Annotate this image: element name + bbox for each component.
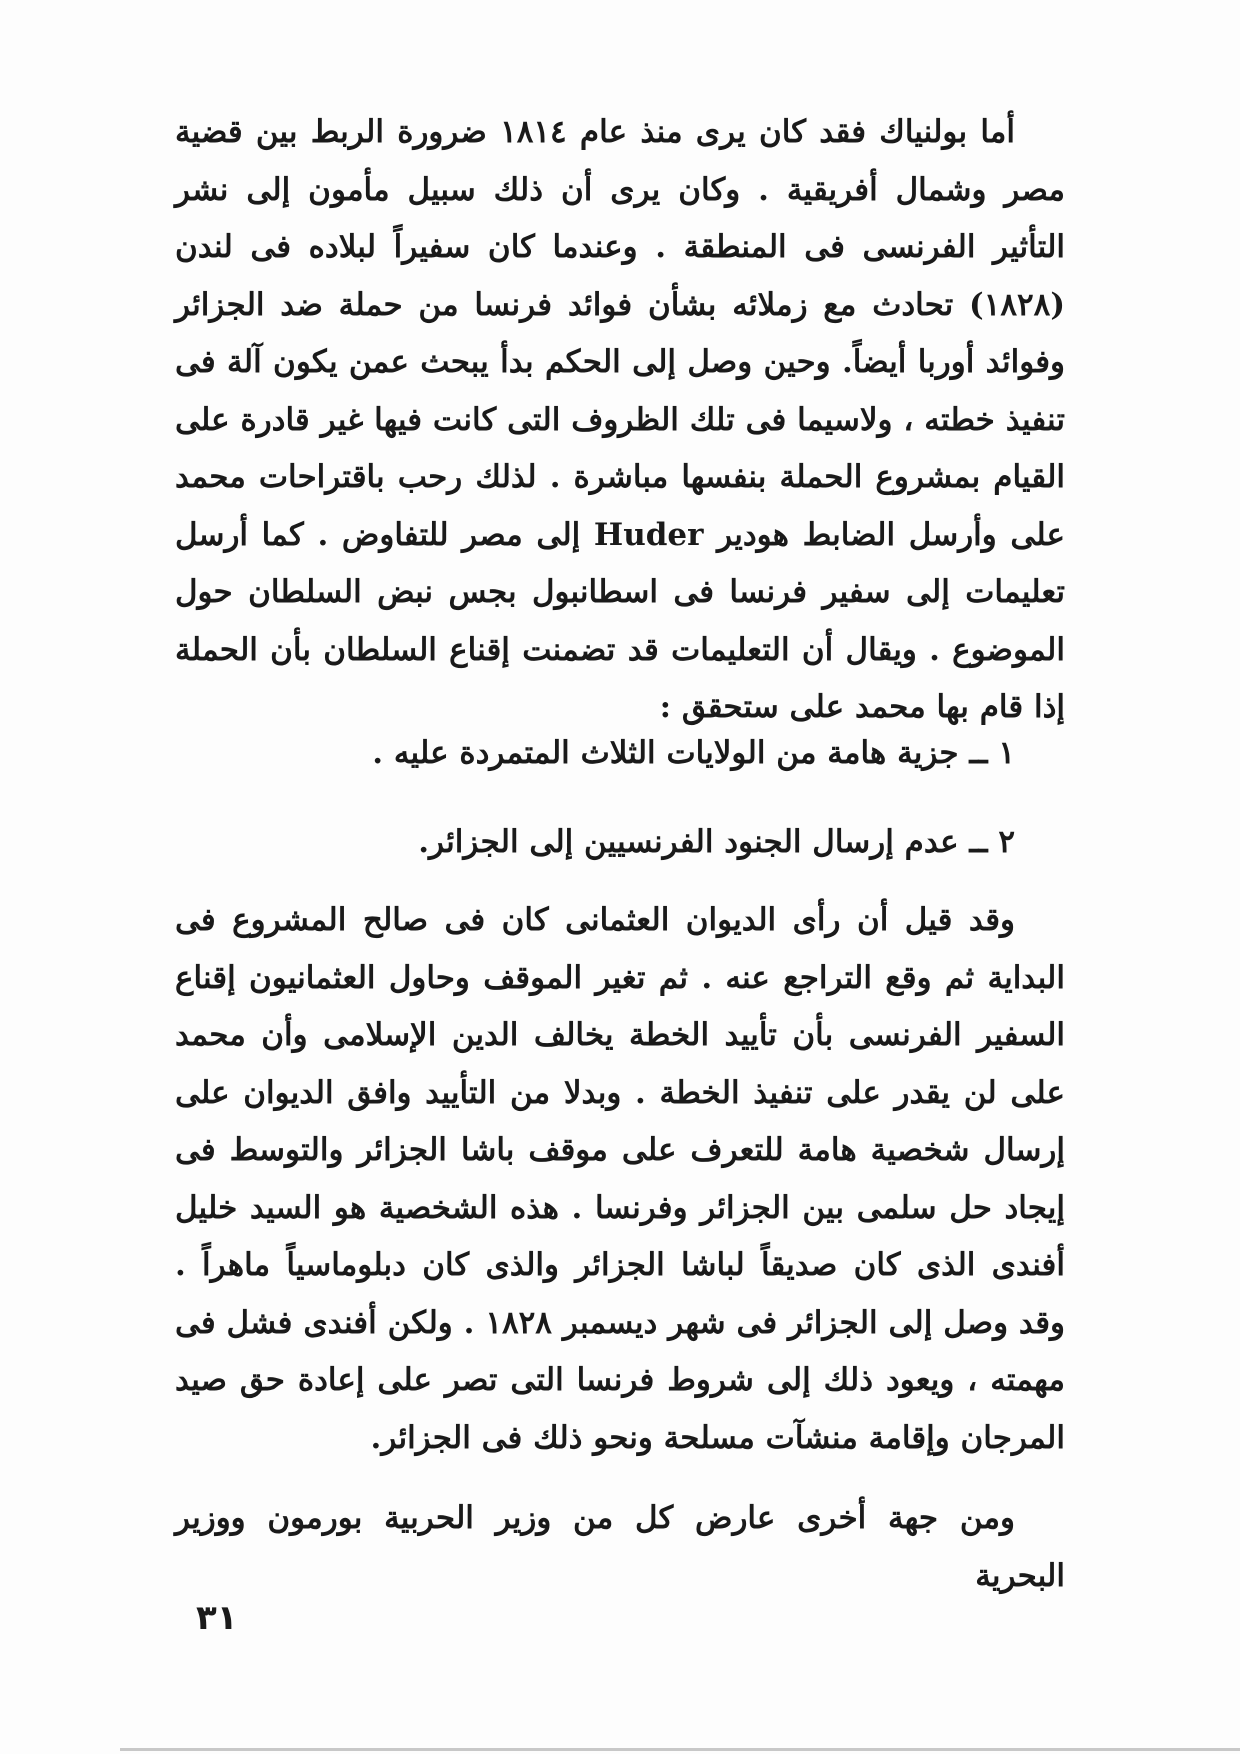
page-number: ٣١ [196,1598,238,1638]
paragraph-1: أما بولنياك فقد كان يرى منذ عام ١٨١٤ ضرورة الربط بين قضية مصر وشمال أفريقية . وكان يرى أن ذلك سبيل مأمون إلى نشر التأثير الفرنسى فى المنطقة . وعندما كان سفيراً لبلاده فى لندن (١٨٢٨) تحادث مع زملائه بشأن فوائد فرنسا من حملة ضد الجزائر وفوائد أوربا أيضاً. وحين وصل إلى الحكم بدأ يبحث عمن يكون آلة فى تنفيذ خطته ، ولاسيما فى تلك الظروف التى كانت فيها غير قادرة على القيام بمشروع الحملة بنفسها مباشرة . لذلك رحب باقتراحات محمد على وأرسل الضابط هودير Huder إلى مصر للتفاوض . كما أرسل تعليمات إلى سفير فرنسا فى اسطانبول بجس نبض السلطان حول الموضوع . ويقال أن التعليمات قد تضمنت إقناع السلطان بأن الحملة إذا قام بها محمد على ستحقق : [175,114,1066,725]
list-item-2: ٢ ــ عدم إرسال الجنود الفرنسيين إلى الجزائر. [418,824,1015,860]
list-item-1: ١ ــ جزية هامة من الولايات الثلاث المتمردة عليه . [372,735,1015,771]
paragraph-2: وقد قيل أن رأى الديوان العثمانى كان فى صالح المشروع فى البداية ثم وقع التراجع عنه . ثم تغير الموقف وحاول العثمانيون إقناع السفير الفرنسى بأن تأييد الخطة يخالف الدين الإسلامى وأن محمد على لن يقدر على تنفيذ الخطة . وبدلا من التأييد وافق الديوان على إرسال شخصية هامة للتعرف على موقف باشا الجزائر والتوسط فى إيجاد حل سلمى بين الجزائر وفرنسا . هذه الشخصية هو السيد خليل أفندى الذى كان صديقاً لباشا الجزائر والذى كان دبلوماسياً ماهراً . وقد وصل إلى الجزائر فى شهر ديسمبر ١٨٢٨ . ولكن أفندى فشل فى مهمته ، ويعود ذلك إلى شروط فرنسا التى تصر على إعادة حق صيد المرجان وإقامة منشآت مسلحة ونحو ذلك فى الجزائر. [175,902,1065,1456]
bottom-divider [120,1748,1240,1751]
paragraph-3: ومن جهة أخرى عارض كل من وزير الحربية بورمون ووزير البحرية [175,1500,1065,1594]
